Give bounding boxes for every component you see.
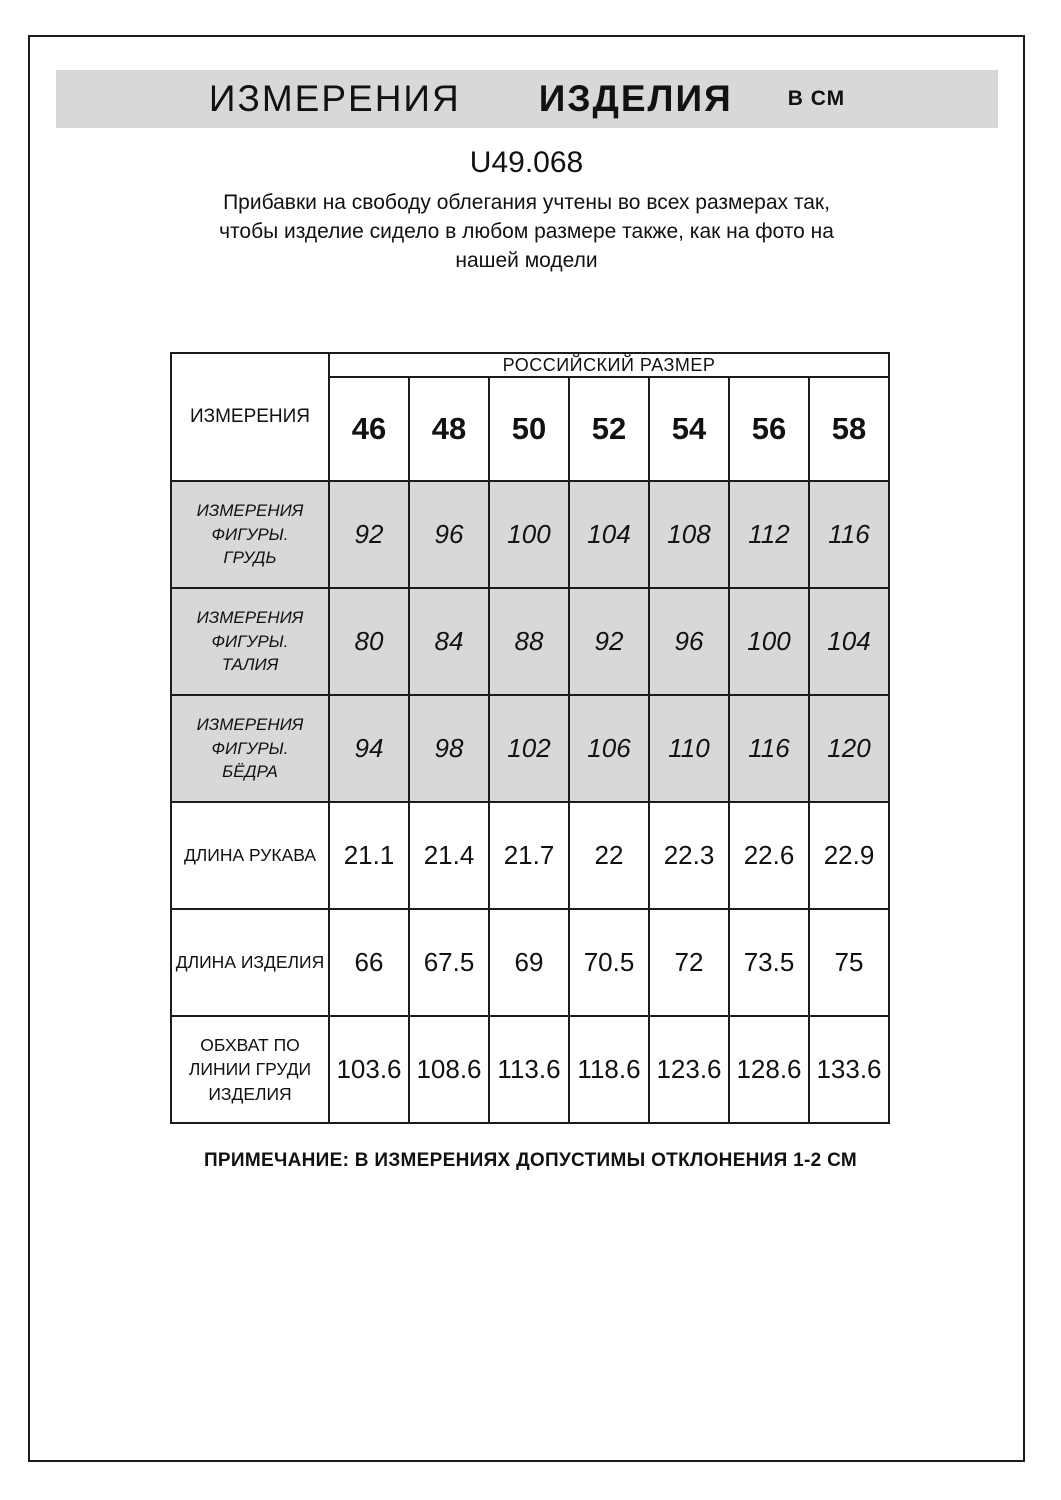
value-cell: 113.6 <box>489 1016 569 1123</box>
value-cell: 80 <box>329 588 409 695</box>
row-label-cell: ДЛИНА ИЗДЕЛИЯ <box>171 909 329 1016</box>
value-cell: 120 <box>809 695 889 802</box>
size-header-cell: 58 <box>809 377 889 481</box>
value-cell: 106 <box>569 695 649 802</box>
value-cell: 21.1 <box>329 802 409 909</box>
value-cell: 73.5 <box>729 909 809 1016</box>
title-word-product: ИЗДЕЛИЯ <box>538 78 733 119</box>
value-cell: 108 <box>649 481 729 588</box>
value-cell: 100 <box>729 588 809 695</box>
value-cell: 21.7 <box>489 802 569 909</box>
value-cell: 70.5 <box>569 909 649 1016</box>
value-cell: 69 <box>489 909 569 1016</box>
row-label-cell: ИЗМЕРЕНИЯ ФИГУРЫ. БЁДРА <box>171 695 329 802</box>
value-cell: 104 <box>809 588 889 695</box>
value-cell: 66 <box>329 909 409 1016</box>
value-cell: 116 <box>729 695 809 802</box>
description-line-3: нашей модели <box>455 249 598 272</box>
value-cell: 22.3 <box>649 802 729 909</box>
table-row-chest-girth-item <box>171 1016 889 1123</box>
value-cell: 128.6 <box>729 1016 809 1123</box>
description-paragraph <box>28 188 1025 275</box>
value-cell: 84 <box>409 588 489 695</box>
description-line-2: чтобы изделие сидело в любом размере также, как на фото на <box>219 220 834 243</box>
value-cell: 118.6 <box>569 1016 649 1123</box>
value-cell: 94 <box>329 695 409 802</box>
value-cell: 112 <box>729 481 809 588</box>
value-cell: 133.6 <box>809 1016 889 1123</box>
value-cell: 21.4 <box>409 802 489 909</box>
value-cell: 22.6 <box>729 802 809 909</box>
corner-header-cell: ИЗМЕРЕНИЯ <box>171 353 329 481</box>
value-cell: 98 <box>409 695 489 802</box>
size-header-cell: 48 <box>409 377 489 481</box>
value-cell: 92 <box>569 588 649 695</box>
value-cell: 102 <box>489 695 569 802</box>
table-row-hips <box>171 695 889 802</box>
value-cell: 72 <box>649 909 729 1016</box>
value-cell: 75 <box>809 909 889 1016</box>
title-word-measurements: ИЗМЕРЕНИЯ <box>208 78 461 119</box>
table-row-item-length <box>171 909 889 1016</box>
value-cell: 104 <box>569 481 649 588</box>
size-header-cell: 56 <box>729 377 809 481</box>
value-cell: 88 <box>489 588 569 695</box>
table-row-sleeve-length <box>171 802 889 909</box>
note-text: ПРИМЕЧАНИЕ: В ИЗМЕРЕНИЯХ ДОПУСТИМЫ ОТКЛОНЕНИЯ 1-2 СМ <box>203 1150 858 1171</box>
value-cell: 96 <box>409 481 489 588</box>
value-cell: 110 <box>649 695 729 802</box>
size-table <box>170 352 890 1124</box>
table-row-waist <box>171 588 889 695</box>
row-label-cell: ИЗМЕРЕНИЯ ФИГУРЫ. ТАЛИЯ <box>171 588 329 695</box>
size-header-cell: 54 <box>649 377 729 481</box>
row-label-cell: ИЗМЕРЕНИЯ ФИГУРЫ. ГРУДЬ <box>171 481 329 588</box>
size-group-header-cell: РОССИЙСКИЙ РАЗМЕР <box>329 353 889 377</box>
title-bar <box>56 70 998 128</box>
value-cell: 100 <box>489 481 569 588</box>
table-row-chest <box>171 481 889 588</box>
value-cell: 67.5 <box>409 909 489 1016</box>
description-line-1: Прибавки на свободу облегания учтены во всех размерах так, <box>223 191 830 214</box>
row-label-cell: ДЛИНА РУКАВА <box>171 802 329 909</box>
value-cell: 22.9 <box>809 802 889 909</box>
value-cell: 108.6 <box>409 1016 489 1123</box>
title-unit-cm: В СМ <box>787 87 846 110</box>
value-cell: 103.6 <box>329 1016 409 1123</box>
table-header-row-group <box>171 353 889 377</box>
article-code: U49.068 <box>469 146 584 179</box>
row-label-cell: ОБХВАТ ПО ЛИНИИ ГРУДИ ИЗДЕЛИЯ <box>171 1016 329 1123</box>
value-cell: 123.6 <box>649 1016 729 1123</box>
size-header-cell: 52 <box>569 377 649 481</box>
value-cell: 116 <box>809 481 889 588</box>
size-header-cell: 46 <box>329 377 409 481</box>
value-cell: 92 <box>329 481 409 588</box>
value-cell: 22 <box>569 802 649 909</box>
size-header-cell: 50 <box>489 377 569 481</box>
value-cell: 96 <box>649 588 729 695</box>
